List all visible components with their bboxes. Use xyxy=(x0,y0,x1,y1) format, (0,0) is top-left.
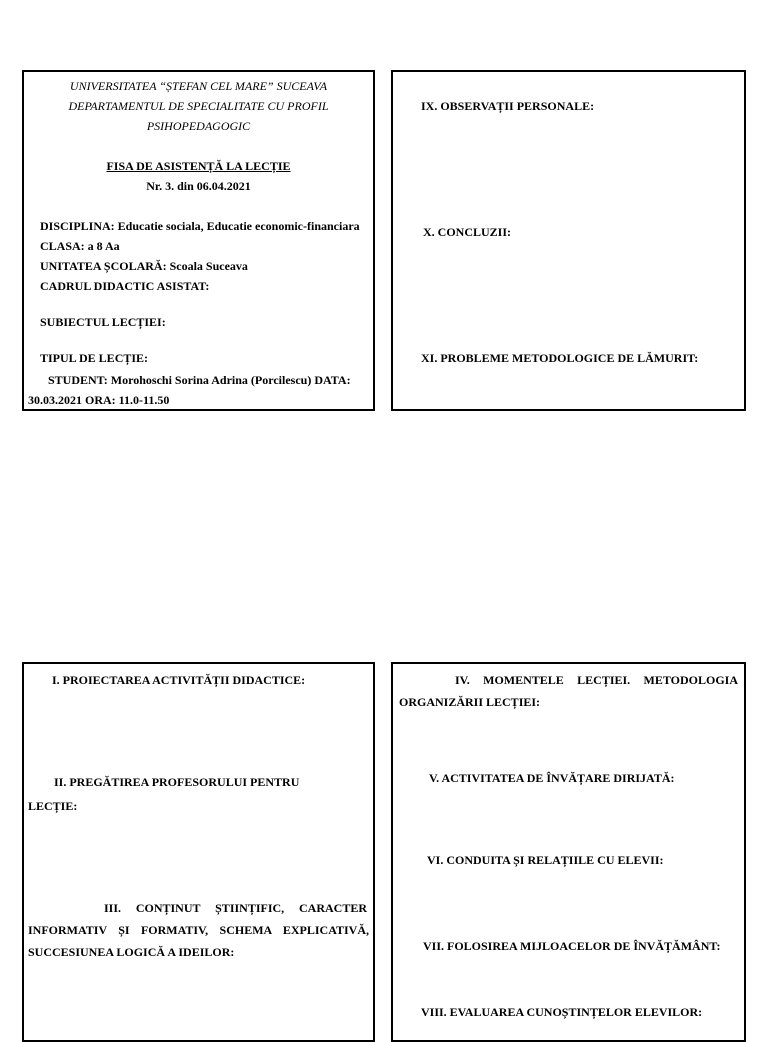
section-ii-heading: II. PREGĂTIREA PROFESORULUI PENTRU xyxy=(54,775,300,789)
section-vii-heading: VII. FOLOSIREA MIJLOACELOR DE ÎNVĂȚĂMÂNT: xyxy=(423,939,721,953)
form-title: FISA DE ASISTENȚĂ LA LECȚIE xyxy=(106,159,291,173)
section-iv-heading-cont: ORGANIZĂRII LECȚIEI: xyxy=(399,695,541,709)
department-name: DEPARTAMENTUL DE SPECIALITATE CU PROFIL xyxy=(68,99,329,113)
form-number: Nr. 3. din 06.04.2021 xyxy=(146,179,251,193)
card-planning xyxy=(22,662,375,1042)
section-v-heading: V. ACTIVITATEA DE ÎNVĂȚARE DIRIJATĂ: xyxy=(429,771,675,785)
section-ix-heading: IX. OBSERVAȚII PERSONALE: xyxy=(421,99,595,113)
field-subiectul: SUBIECTUL LECȚIEI: xyxy=(40,315,166,329)
card-observations xyxy=(391,70,746,411)
section-i-heading: I. PROIECTAREA ACTIVITĂȚII DIDACTICE: xyxy=(52,673,306,687)
section-vi-heading: VI. CONDUITA ȘI RELAȚIILE CU ELEVII: xyxy=(427,853,664,867)
section-xi-heading: XI. PROBLEME METODOLOGICE DE LĂMURIT: xyxy=(421,351,699,365)
field-clasa: CLASA: a 8 Aa xyxy=(40,239,120,253)
section-iii-heading-end: SUCCESIUNEA LOGICĂ A IDEILOR: xyxy=(28,945,235,959)
field-tipul: TIPUL DE LECȚIE: xyxy=(40,351,149,365)
section-viii-heading: VIII. EVALUAREA CUNOȘTINȚELOR ELEVILOR: xyxy=(421,1005,703,1019)
field-date-time: 30.03.2021 ORA: 11.0-11.50 xyxy=(28,393,170,407)
field-disciplina: DISCIPLINA: Educatie sociala, Educatie economic-financiara xyxy=(40,219,360,233)
section-ii-heading-cont: LECȚIE: xyxy=(28,799,78,813)
section-iii-heading-cont: INFORMATIV ȘI FORMATIV, SCHEMA EXPLICATIVĂ, xyxy=(28,923,369,937)
section-iv-heading: IV. MOMENTELE LECȚIEI. METODOLOGIA xyxy=(455,673,738,687)
card-lesson-moments xyxy=(391,662,746,1042)
field-student: STUDENT: Morohoschi Sorina Adrina (Porcilescu) DATA: xyxy=(48,373,351,387)
university-name: UNIVERSITATEA “ȘTEFAN CEL MARE” SUCEAVA xyxy=(69,79,328,93)
field-unitatea: UNITATEA ȘCOLARĂ: Scoala Suceava xyxy=(40,259,248,273)
department-profile: PSIHOPEDAGOGIC xyxy=(146,119,251,133)
section-iii-heading: III. CONȚINUT ȘTIINȚIFIC, CARACTER xyxy=(104,901,367,915)
field-cadrul-didactic: CADRUL DIDACTIC ASISTAT: xyxy=(40,279,210,293)
card-lesson-info xyxy=(22,70,375,411)
section-x-heading: X. CONCLUZII: xyxy=(423,225,512,239)
